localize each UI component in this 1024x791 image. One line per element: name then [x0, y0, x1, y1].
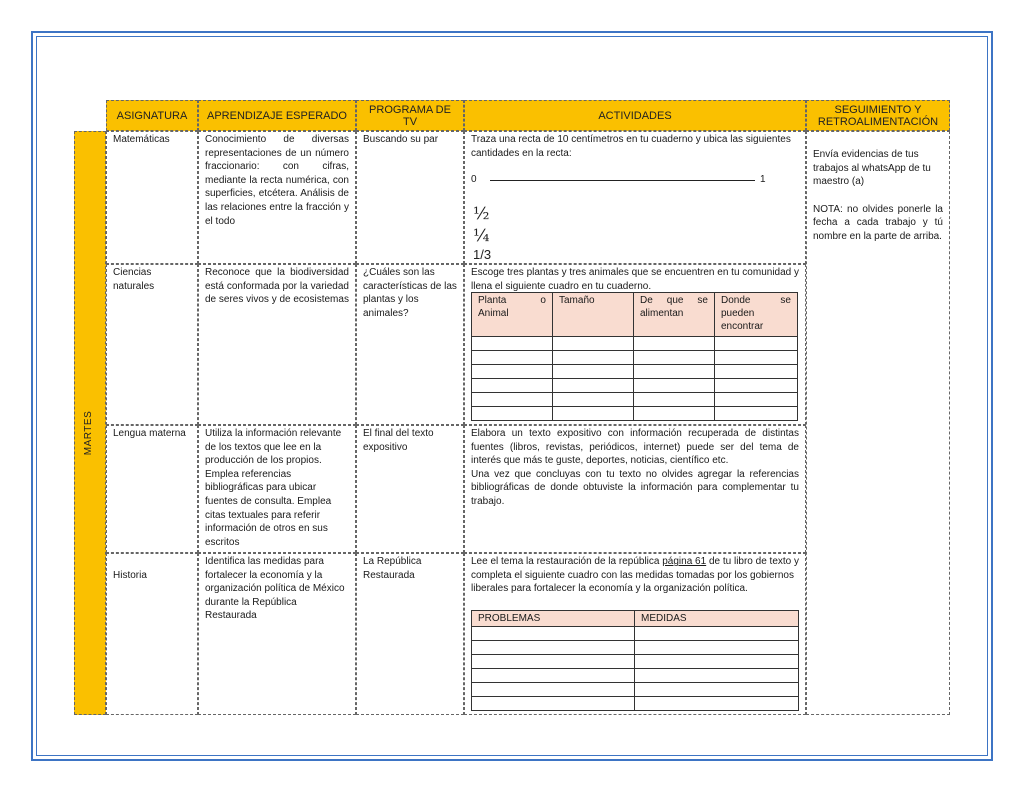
problems-measures-table [471, 610, 799, 711]
header-seguimiento: SEGUIMIENTO Y RETROALIMENTACIÓN [806, 100, 950, 131]
table-header-cell: De que se alimentan [634, 293, 715, 337]
table-header-cell: MEDIDAS [635, 611, 799, 627]
subject-matematicas: Matemáticas [106, 131, 198, 264]
page-reference-link: página 61 [662, 556, 707, 567]
header-aprendizaje-esperado: APRENDIZAJE ESPERADO [198, 100, 356, 131]
table-row [472, 337, 798, 351]
day-label: MARTES [82, 410, 94, 456]
number-line-start: 0 [471, 174, 477, 185]
activity-matematicas [464, 131, 806, 264]
learning-lengua: Utiliza la información relevante de los textos que lee en la producción de los propios. Emplea referencias bibliográficas para ubicar fuentes de consulta. Emplea citas textuales para referir información de otros en sus escritos [198, 425, 356, 553]
subject-historia: Historia [106, 553, 198, 715]
activity-lengua [464, 425, 806, 553]
header-programa-tv: PROGRAMA DE TV [356, 100, 464, 131]
learning-matematicas: Conocimiento de diversas representaciones de un número fraccionario: con cifras, mediante la recta numérica, con superficies, etcétera. Análisis de las relaciones entre la fracción y el todo [198, 131, 356, 264]
learning-historia: Identifica las medidas para fortalecer la economía y la organización política de México durante la República Restaurada [198, 553, 356, 715]
activity-text: Traza una recta de 10 centímetros en tu cuaderno y ubica las siguientes cantidades en la recta: [471, 134, 791, 159]
seguimiento-note: NOTA: no olvides ponerle la fecha a cada trabajo y tú nombre en la parte de arriba. [813, 203, 943, 242]
table-row [472, 407, 798, 421]
fraction-third: 1/3 [473, 247, 492, 262]
program-matematicas: Buscando su par [356, 131, 464, 264]
learning-ciencias: Reconoce que la biodiversidad está conformada por la variedad de seres vivos y de ecosistemas [198, 264, 356, 425]
fraction-quarter: ¼ [473, 226, 490, 246]
table-row [472, 365, 798, 379]
program-historia: La República Restaurada [356, 553, 464, 715]
subject-lengua: Lengua materna [106, 425, 198, 553]
table-header-cell: Planta o Animal [472, 293, 553, 337]
fraction-half: ½ [473, 204, 490, 224]
table-row [472, 351, 798, 365]
activity-text: Elabora un texto expositivo con información recuperada de distintas fuentes (libros, revistas, periódicos, internet) puede ser del tema de interés que más te guste, deportes, noticias, científico etc. [471, 428, 799, 467]
seguimiento-text: Envía evidencias de tus trabajos al whatsApp de tu maestro (a) [813, 149, 931, 188]
number-line [490, 180, 755, 181]
program-ciencias: ¿Cuáles son las características de las plantas y los animales? [356, 264, 464, 425]
table-row [472, 697, 799, 711]
table-header-cell: PROBLEMAS [472, 611, 635, 627]
table-row [472, 683, 799, 697]
table-row [472, 641, 799, 655]
header-actividades: ACTIVIDADES [464, 100, 806, 131]
table-row [472, 393, 798, 407]
number-line-end: 1 [760, 174, 766, 185]
activity-text: Lee el tema la restauración de la república [471, 556, 663, 567]
plants-animals-table [471, 292, 798, 421]
table-row [472, 379, 798, 393]
table-row [472, 669, 799, 683]
activity-text: Escoge tres plantas y tres animales que se encuentren en tu comunidad y llena el siguiente cuadro en tu cuaderno. [471, 267, 799, 292]
activity-text-2: Una vez que concluyas con tu texto no olvides agregar la referencias bibliográficas de donde obtuviste la información para complementar tu trabajo. [471, 468, 799, 507]
table-header-cell: Donde se pueden encontrar [715, 293, 798, 337]
subject-ciencias: Ciencias naturales [106, 264, 198, 425]
seguimiento-cell [806, 131, 950, 715]
table-row [472, 627, 799, 641]
activity-text-rest: de tu libro de texto y completa el siguiente cuadro con las medidas tomadas por los gobiernos liberales para fortalecer la economía y la organización política. [471, 556, 800, 595]
program-lengua: El final del texto expositivo [356, 425, 464, 553]
header-asignatura: ASIGNATURA [106, 100, 198, 131]
table-row [472, 655, 799, 669]
table-header-cell: Tamaño [553, 293, 634, 337]
